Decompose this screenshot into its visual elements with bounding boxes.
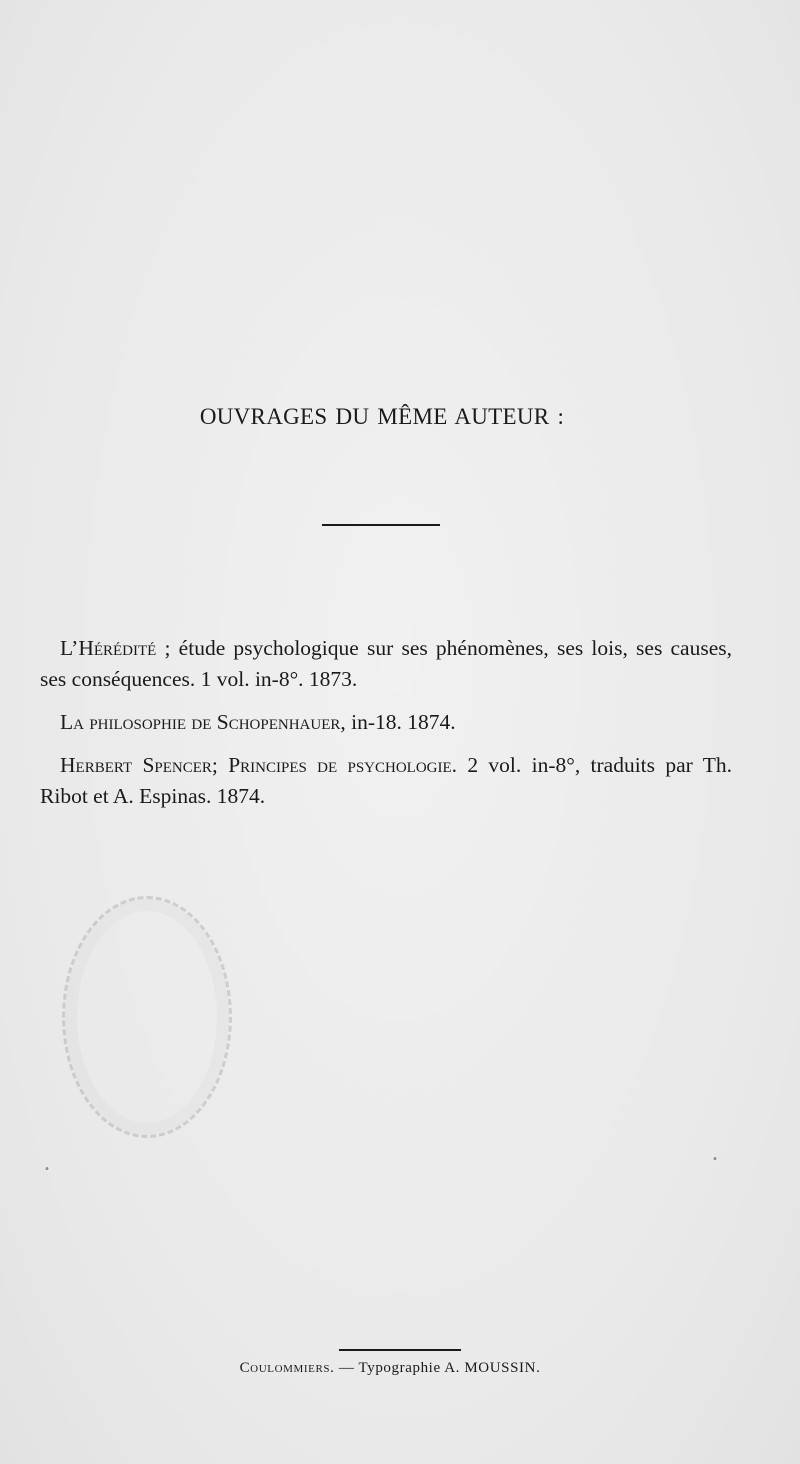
work-title: Principes de psychologie	[228, 753, 452, 777]
ink-speck: .	[44, 1150, 50, 1176]
work-details: . 2 vol. in-8°, traduits par Th. Ribot et A. Espinas. 1874.	[40, 753, 732, 808]
page-heading: OUVRAGES DU MÊME AUTEUR :	[199, 404, 565, 429]
imprint-place: Coulommiers	[239, 1360, 331, 1376]
printer-imprint	[0, 1360, 780, 1377]
work-separator: ;	[211, 753, 229, 777]
ink-speck: .	[712, 1140, 718, 1166]
imprint-printer: Typographie A. MOUSSIN.	[358, 1360, 541, 1376]
faded-library-stamp	[62, 896, 232, 1138]
work-details: ; étude psychologique sur ses phénomènes, ses lois, ses causes, ses conséquences. 1 vol. in-8°. 1873.	[40, 636, 732, 691]
work-title: L’Hérédité	[60, 636, 157, 660]
works-entry-heredite	[40, 633, 732, 695]
work-title: La philosophie de Schopenhauer	[60, 710, 341, 734]
work-author: Herbert Spencer	[60, 753, 212, 777]
heading-rule	[322, 524, 440, 526]
works-entry-schopenhauer	[40, 707, 732, 738]
work-details: , in-18. 1874.	[340, 710, 456, 734]
imprint-separator: . —	[330, 1360, 359, 1376]
works-list	[40, 633, 732, 824]
footer-rule	[339, 1349, 461, 1351]
works-entry-spencer	[40, 750, 732, 812]
